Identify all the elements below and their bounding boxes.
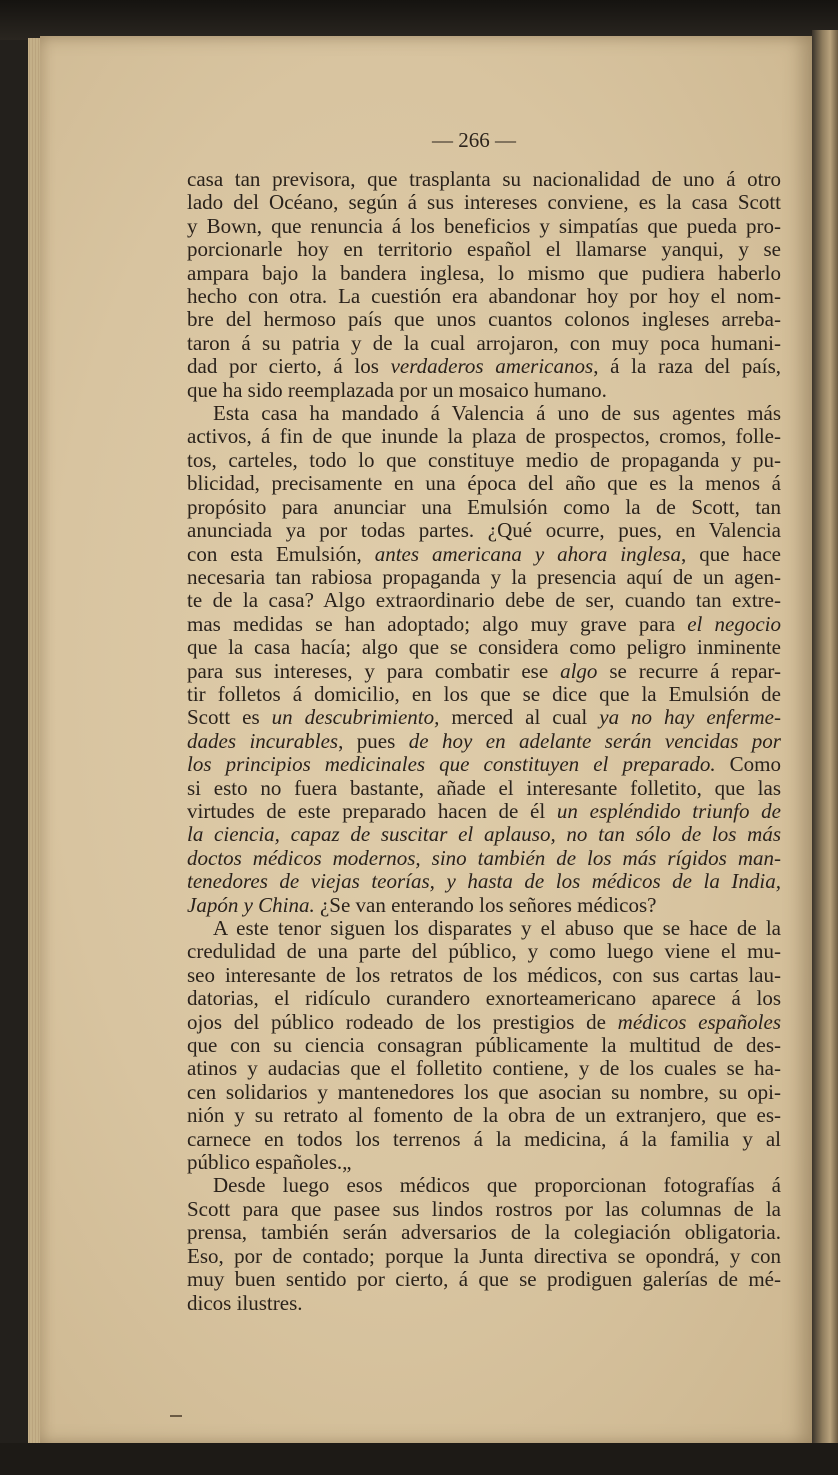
text-run: nión y su retrato al fomento de la obra de un extranjero, que es- [187, 1103, 781, 1128]
text-line [187, 1174, 781, 1197]
italic-phrase: médicos españoles [617, 1009, 781, 1034]
text-line [187, 1057, 781, 1080]
text-run: blicidad, precisamente en una época del año que es la menos á [187, 471, 781, 496]
text-line [187, 1011, 781, 1034]
text-run: tir folletos á domicilio, en los que se dice que la Emulsión de [187, 681, 781, 706]
italic-phrase: ya no hay enferme- [599, 705, 781, 730]
text-line [187, 168, 781, 191]
text-line [187, 589, 781, 612]
text-line [187, 449, 781, 472]
italic-phrase: algo [560, 658, 598, 683]
italic-phrase: la ciencia, capaz de suscitar el aplauso, no tan sólo de los más [187, 822, 781, 847]
text-line [187, 964, 781, 987]
facing-page-edge [812, 30, 838, 1450]
text-line [187, 332, 781, 355]
text-run: dicos ilustres. [187, 1290, 303, 1315]
text-run: anunciada ya por todas partes. ¿Qué ocurre, pues, en Valencia [187, 518, 781, 543]
text-run: Eso, por de contado; porque la Junta directiva se opondrá, y con [187, 1243, 781, 1268]
text-run: carnece en todos los terrenos á la medicina, á la familia y al [187, 1126, 781, 1151]
text-line [187, 355, 781, 378]
text-line [187, 191, 781, 214]
text-run: Como [715, 752, 781, 777]
text-line [187, 543, 781, 566]
text-line [187, 566, 781, 589]
text-run: y Bown, que renuncia á los beneficios y simpatías que pueda pro- [187, 213, 781, 238]
text-line [187, 660, 781, 683]
text-line [187, 1245, 781, 1268]
text-run: lado del Océano, según á sus intereses conviene, es la casa Scott [187, 190, 781, 215]
text-line [187, 753, 781, 776]
text-line [187, 308, 781, 331]
text-run: hecho con otra. La cuestión era abandonar hoy por hoy el nom- [187, 284, 781, 309]
text-line [187, 730, 781, 753]
text-line [187, 215, 781, 238]
text-run: porcionarle hoy en territorio español el llamarse yanqui, y se [187, 237, 781, 262]
text-line [187, 917, 781, 940]
text-line [187, 1104, 781, 1127]
italic-phrase: dades incurables [187, 728, 339, 753]
text-line [187, 496, 781, 519]
text-run: necesaria tan rabiosa propaganda y la presencia aquí de un agen- [187, 564, 781, 589]
text-line [187, 940, 781, 963]
text-run: virtudes de este preparado hacen de él [187, 798, 557, 823]
text-line [187, 472, 781, 495]
text-run: que ha sido reemplazada por un mosaico humano. [187, 377, 607, 402]
italic-phrase: tenedores de viejas teorías, y hasta de los médicos de la India, [187, 869, 781, 894]
text-run: seo interesante de los retratos de los médicos, con sus cartas lau- [187, 962, 781, 987]
text-line [187, 800, 781, 823]
body-text [187, 168, 781, 1315]
italic-phrase: el negocio [687, 611, 781, 636]
text-run: prensa, también serán adversarios de la colegiación obligatoria. [187, 1220, 781, 1245]
text-run: activos, á fin de que inunde la plaza de prospectos, cromos, folle- [187, 424, 781, 449]
text-run: Scott es [187, 705, 272, 730]
text-run: público españoles.„ [187, 1150, 352, 1175]
text-run: para sus intereses, y para combatir ese [187, 658, 561, 683]
italic-phrase: los principios medicinales que constituyen el preparado. [187, 752, 716, 777]
text-line [187, 894, 781, 917]
text-line [187, 1198, 781, 1221]
text-line [187, 1128, 781, 1151]
italic-phrase: de hoy en adelante serán vencidas por [408, 728, 781, 753]
text-line [187, 1034, 781, 1057]
text-run: cen solidarios y mantenedores los que asocian su nombre, su opi- [187, 1079, 781, 1104]
text-run: se recurre á repar- [597, 658, 781, 683]
text-line [187, 519, 781, 542]
text-line [187, 636, 781, 659]
text-run: A este tenor siguen los disparates y el abuso que se hace de la [213, 916, 781, 940]
text-run: atinos y audacias que el folletito contiene, y de los cuales se ha- [187, 1056, 781, 1081]
text-run: Scott para que pasee sus lindos rostros por las columnas de la [187, 1196, 781, 1221]
text-line [187, 1151, 781, 1174]
text-run: , pues [338, 728, 409, 753]
text-line [187, 379, 781, 402]
text-run: mas medidas se han adoptado; algo muy grave para [187, 611, 688, 636]
scan-background-top [0, 0, 838, 40]
text-line [187, 1292, 781, 1315]
text-run: si esto no fuera bastante, añade el interesante folletito, que las [187, 775, 781, 800]
page-number: — 266 — [432, 128, 516, 152]
text-line [187, 847, 781, 870]
italic-phrase: verdaderos americanos [390, 354, 594, 379]
italic-phrase: un espléndido triunfo de [556, 798, 782, 823]
text-run: credulidad de una parte del público, y como luego viene el mu- [187, 939, 781, 964]
text-line [187, 987, 781, 1010]
text-run: Desde luego esos médicos que proporcionan fotografías á [213, 1173, 781, 1198]
margin-mark [170, 1415, 182, 1417]
text-run: ¿Se van enterando los señores médicos? [314, 892, 657, 917]
text-run: con esta Emulsión, [187, 541, 375, 566]
text-line [187, 1221, 781, 1244]
text-line [187, 238, 781, 261]
scan-background-bottom [0, 1443, 838, 1475]
text-line [187, 613, 781, 636]
text-run: Esta casa ha mandado á Valencia á uno de sus agentes más [213, 401, 781, 426]
text-run: , que hace [680, 541, 781, 566]
text-line [187, 1268, 781, 1291]
text-line [187, 425, 781, 448]
italic-phrase: doctos médicos modernos, sino también de los más rígidos man- [187, 845, 781, 870]
text-line [187, 706, 781, 729]
text-run: propósito para anunciar una Emulsión como la de Scott, tan [187, 494, 781, 519]
text-run: taron á su patria y de la cual arrojaron, con muy poca humani- [187, 330, 781, 355]
text-run: , á la raza del país, [593, 354, 781, 379]
text-line [187, 262, 781, 285]
text-line [187, 402, 781, 425]
text-line [187, 777, 781, 800]
text-run: datorias, el ridículo curandero exnorteamericano aparece á los [187, 986, 781, 1011]
italic-phrase: antes americana y ahora inglesa [374, 541, 681, 566]
text-line [187, 683, 781, 706]
text-run: merced al cual [439, 705, 600, 730]
text-run: bre del hermoso país que unos cuantos colonos ingleses arreba- [187, 307, 781, 332]
text-run: muy buen sentido por cierto, á que se prodiguen galerías de mé- [187, 1267, 781, 1292]
text-run: ojos del público rodeado de los prestigios de [187, 1009, 618, 1034]
text-line [187, 870, 781, 893]
text-run: casa tan previsora, que trasplanta su nacionalidad de uno á otro [187, 167, 781, 191]
text-run: tos, carteles, todo lo que constituye medio de propaganda y pu- [187, 447, 781, 472]
text-run: te de la casa? Algo extraordinario debe de ser, cuando tan extre- [187, 588, 781, 613]
text-line [187, 1081, 781, 1104]
text-line [187, 823, 781, 846]
text-run: ampara bajo la bandera inglesa, lo mismo que pudiera haberlo [187, 260, 781, 285]
italic-phrase: Japón y China. [187, 892, 315, 917]
text-line [187, 285, 781, 308]
text-run: que la casa hacía; algo que se considera como peligro inminente [187, 635, 781, 660]
italic-phrase: un descubrimiento, [271, 705, 440, 730]
text-run: dad por cierto, á los [187, 354, 391, 379]
text-run: que con su ciencia consagran públicamente la multitud de des- [187, 1033, 781, 1058]
